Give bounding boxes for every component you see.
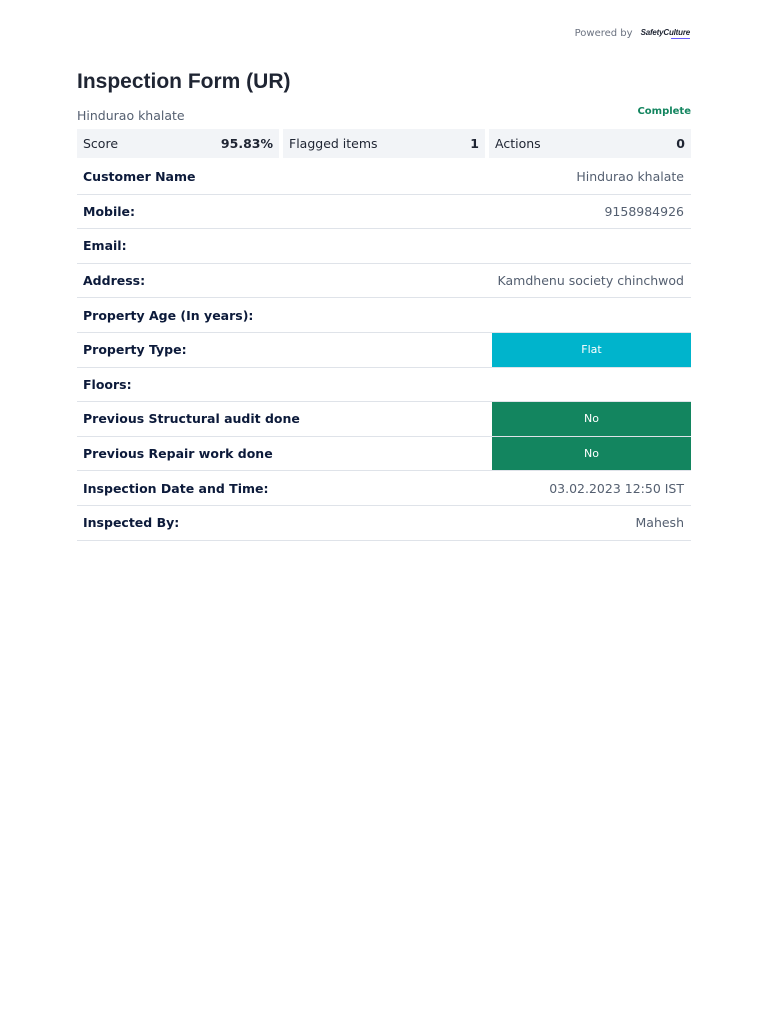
stat-value: 1 — [470, 136, 479, 151]
stat-value: 95.83% — [220, 136, 273, 151]
field-label: Customer Name — [83, 169, 196, 185]
field-label: Previous Structural audit done — [83, 411, 300, 427]
field-row-mobile — [77, 195, 691, 230]
stat-label: Actions — [495, 136, 541, 151]
field-label: Floors: — [83, 376, 132, 392]
report-subtitle: Hindurao khalate — [77, 108, 185, 123]
subtitle-row — [77, 106, 691, 123]
response-badge: No — [492, 437, 691, 471]
response-badge: Flat — [492, 333, 691, 367]
field-label: Property Age (In years): — [83, 307, 254, 323]
page-title: Inspection Form (UR) — [77, 70, 291, 93]
field-value: Mahesh — [635, 515, 684, 531]
field-label: Inspection Date and Time: — [83, 480, 269, 496]
powered-by — [575, 28, 690, 39]
inspection-fields — [77, 160, 691, 541]
status-badge: Complete — [637, 106, 691, 117]
field-row-customer-name — [77, 160, 691, 195]
stat-value: 0 — [676, 136, 685, 151]
stat-score — [77, 129, 279, 158]
field-value: 03.02.2023 12:50 IST — [549, 480, 684, 496]
field-row-email — [77, 229, 691, 264]
summary-stats — [77, 129, 691, 158]
field-row-inspected-by — [77, 506, 691, 541]
field-label: Address: — [83, 273, 146, 289]
field-value: Kamdhenu society chinchwod — [497, 273, 684, 289]
stat-flagged-items[interactable] — [283, 129, 485, 158]
field-label: Mobile: — [83, 203, 136, 219]
field-row-previous-structural-audit — [77, 402, 691, 437]
field-row-address — [77, 264, 691, 299]
field-value: 9158984926 — [604, 203, 684, 219]
field-label: Email: — [83, 238, 127, 254]
field-label: Inspected By: — [83, 515, 180, 531]
field-value: Hindurao khalate — [576, 169, 684, 185]
field-row-property-age — [77, 298, 691, 333]
powered-by-text: Powered by — [574, 28, 633, 39]
stat-label: Flagged items — [289, 136, 378, 151]
field-row-previous-repair-work — [77, 437, 691, 472]
field-row-inspection-date — [77, 471, 691, 506]
field-row-floors — [77, 368, 691, 403]
safetyculture-logo: SafetyCulture — [640, 28, 690, 37]
stat-actions[interactable] — [489, 129, 691, 158]
field-label: Previous Repair work done — [83, 446, 273, 462]
field-label: Property Type: — [83, 342, 187, 358]
response-badge: No — [492, 402, 691, 436]
field-row-property-type — [77, 333, 691, 368]
stat-label: Score — [83, 136, 119, 151]
